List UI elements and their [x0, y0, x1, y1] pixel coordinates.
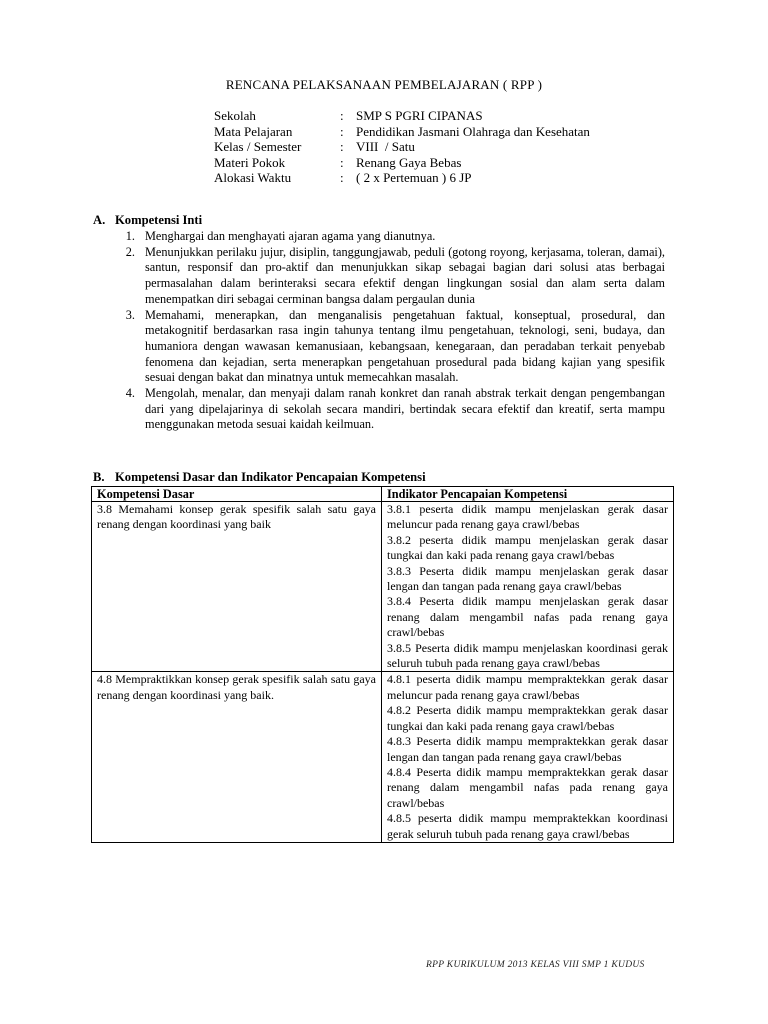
indicator-item: 3.8.4 Peserta didik mampu menjelaskan gerak dasar renang dalam mengambil nafas pada renang gaya crawl/bebas [387, 594, 668, 640]
column-header-kompetensi-dasar: Kompetensi Dasar [92, 487, 382, 502]
indicator-item: 4.8.3 Peserta didik mampu mempraktekkan gerak dasar lengan dan tangan pada renang gaya crawl/bebas [387, 734, 668, 764]
info-colon: : [340, 108, 344, 123]
indicator-item: 3.8.1 peserta didik mampu menjelaskan gerak dasar meluncur pada renang gaya crawl/bebas [387, 502, 668, 532]
info-value: Pendidikan Jasmani Olahraga dan Kesehatan [356, 123, 590, 139]
section-title: Kompetensi Inti [115, 213, 203, 227]
info-row-materi-pokok [214, 155, 590, 171]
info-value: VIII / Satu [356, 139, 415, 155]
info-row-kelas-semester [214, 139, 590, 155]
info-colon: : [340, 123, 344, 139]
indicator-item: 4.8.2 Peserta didik mampu mempraktekkan gerak dasar tungkai dan kaki pada renang gaya crawl/bebas [387, 703, 668, 733]
column-header-indikator: Indikator Pencapaian Kompetensi [382, 487, 674, 502]
table-row [92, 672, 674, 842]
list-number: 3. [125, 307, 135, 322]
kd-cell [92, 502, 382, 672]
list-text: Memahami, menerapkan, dan menganalisis pengetahuan faktual, konseptual, prosedural, dan metakognitif berdasarkan rasa ingin tahunya tentang ilmu pengetahuan, teknologi, seni, budaya, dan humaniora dengan wawasan kemanusiaan, kebangsaan, kenegaraan, dan peradaban terkait penyebab fenomena dan kejadian, serta menerapkan pengetahuan prosedural pada bidang kajian yang spesifik sesuai dengan bakat dan minatnya untuk memecahkan masalah. [145, 307, 665, 385]
info-row-sekolah [214, 108, 590, 124]
info-label: Sekolah [214, 108, 256, 123]
info-row-mata-pelajaran [214, 124, 590, 140]
list-number: 4. [125, 386, 135, 401]
section-letter: A. [93, 213, 106, 227]
info-colon: : [340, 170, 344, 186]
info-row-alokasi-waktu [214, 170, 590, 186]
info-label: Kelas / Semester [214, 139, 302, 155]
indicator-cell [382, 502, 674, 672]
table-row [92, 502, 674, 672]
section-title: Kompetensi Dasar dan Indikator Pencapaian Kompetensi [115, 470, 426, 484]
section-kompetensi-dasar-heading [93, 470, 426, 485]
indicator-cell [382, 672, 674, 842]
section-kompetensi-inti [93, 213, 665, 433]
list-item [93, 308, 665, 387]
list-text: Mengolah, menalar, dan menyaji dalam ranah konkret dan ranah abstrak terkait dengan pengembangan dari yang dipelajarinya di sekolah secara mandiri, bertindak secara efektif dan kreatif, serta mampu menggunakan metoda sesuai kaidah keilmuan. [145, 386, 665, 432]
list-text: Menunjukkan perilaku jujur, disiplin, tanggungjawab, peduli (gotong royong, kerjasama, toleran, damai), santun, responsif dan pro-aktif dan menunjukkan sikap sebagai bagian dari solusi atas berbagai permasalahan dalam berinteraksi secara efektif dengan lingkungan sosial dan alam serta dalam menempatkan diri sebagai cerminan bangsa dalam pergaulan dunia [145, 244, 665, 306]
page-footer: RPP KURIKULUM 2013 KELAS VIII SMP 1 KUDUS [426, 960, 645, 970]
indicator-item: 4.8.1 peserta didik mampu mempraktekkan gerak dasar meluncur pada renang gaya crawl/bebas [387, 672, 668, 702]
kd-cell [92, 672, 382, 842]
info-value: ( 2 x Pertemuan ) 6 JP [356, 170, 472, 186]
identity-block [214, 108, 590, 186]
info-colon: : [340, 154, 344, 170]
info-label: Alokasi Waktu [214, 170, 292, 186]
list-item [93, 245, 665, 308]
indicator-item: 4.8.4 Peserta didik mampu mempraktekkan gerak dasar renang dalam mengambil nafas pada renang gaya crawl/bebas [387, 764, 668, 810]
list-item [93, 229, 665, 245]
kd-text: 3.8 Memahami konsep gerak spesifik salah satu gaya renang dengan koordinasi yang baik [97, 502, 376, 532]
list-text: Menghargai dan menghayati ajaran agama yang dianutnya. [145, 229, 436, 243]
indicator-item: 3.8.5 Peserta didik mampu menjelaskan koordinasi gerak seluruh tubuh pada renang gaya crawl/bebas [387, 640, 668, 671]
info-label: Mata Pelajaran [214, 123, 293, 139]
info-value: Renang Gaya Bebas [356, 154, 462, 170]
list-number: 2. [125, 244, 135, 259]
kompetensi-table [91, 486, 674, 843]
document-title: RENCANA PELAKSANAAN PEMBELAJARAN ( RPP ) [225, 77, 543, 92]
indicator-item: 3.8.3 Peserta didik mampu menjelaskan gerak dasar lengan dan tangan pada renang gaya crawl/bebas [387, 563, 668, 594]
info-value: SMP S PGRI CIPANAS [356, 108, 483, 123]
info-colon: : [340, 139, 344, 155]
kompetensi-inti-list [93, 229, 665, 433]
indicator-item: 4.8.5 peserta didik mampu mempraktekkan koordinasi gerak seluruh tubuh pada renang gaya crawl/bebas [387, 811, 668, 841]
indicator-item: 3.8.2 peserta didik mampu menjelaskan gerak dasar tungkai dan kaki pada renang gaya crawl/bebas [387, 532, 668, 563]
kd-text: 4.8 Mempraktikkan konsep gerak spesifik salah satu gaya renang dengan koordinasi yang baik. [97, 672, 376, 702]
list-item [93, 386, 665, 433]
section-heading [93, 213, 665, 228]
table-header-row [92, 487, 674, 502]
info-label: Materi Pokok [214, 154, 286, 170]
list-number: 1. [125, 229, 135, 243]
section-letter: B. [93, 470, 105, 484]
